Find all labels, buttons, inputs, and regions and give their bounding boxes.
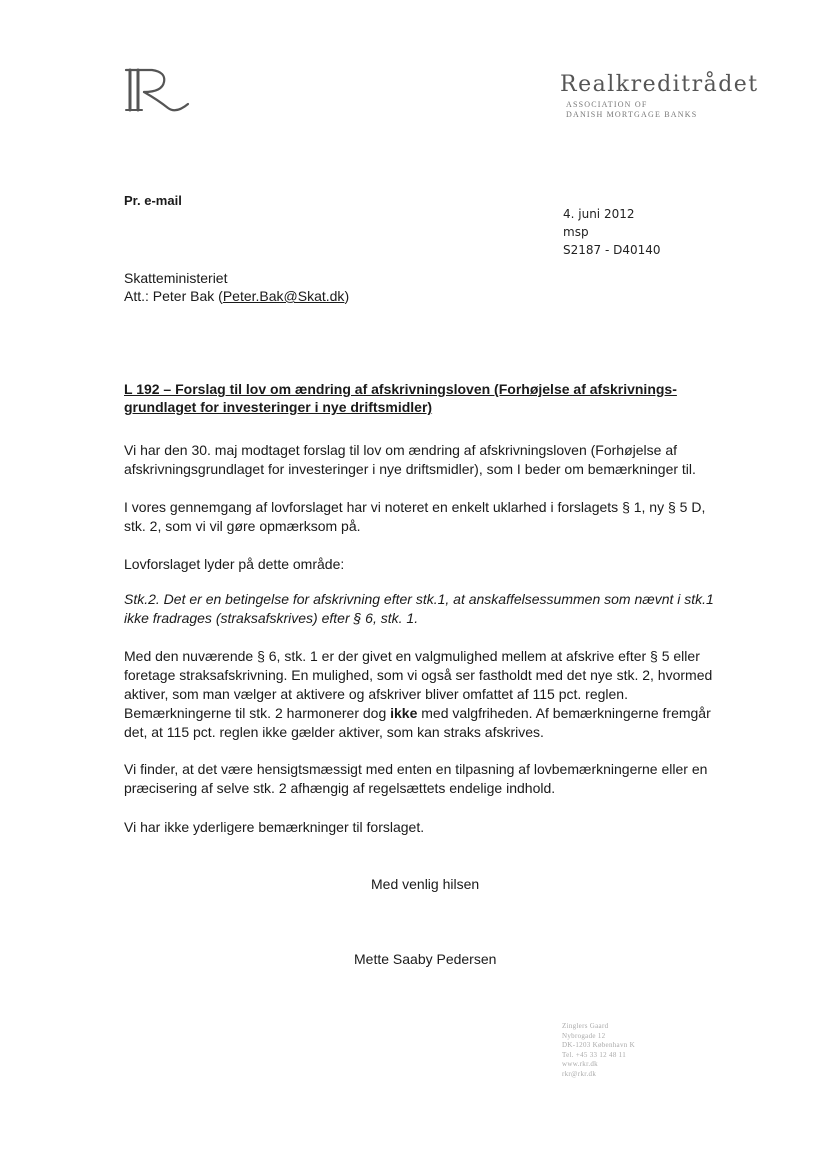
- att-suffix: ): [344, 288, 350, 304]
- analysis-emphasis: ikke: [390, 705, 418, 721]
- analysis-text: med valgfriheden. Af bemærkningerne fremgår det, at 115 pct. reglen ikke gælder aktiver, som kan straks afskrives.: [124, 705, 711, 740]
- letter-subject: [124, 380, 724, 416]
- paragraph-lead-in: Lovforslaget lyder på dette område:: [124, 556, 345, 572]
- rk-monogram-logo-icon: [122, 66, 194, 116]
- footer-line: Zinglers Gaard: [562, 1022, 609, 1030]
- paragraph-intro: Vi har den 30. maj modtaget forslag til lov om ændring af afskrivningsloven (Forhøjelse af afskrivningsgrundlaget for investeringer i nye driftsmidler), som I beder om bemærkninger til.: [124, 442, 696, 477]
- paragraph-recommendation: Vi finder, at det være hensigtsmæssigt med enten en tilpasning af lovbemærkningerne eller en præcisering af selve stk. 2 afhængig af regelsættets endelige indhold.: [124, 761, 708, 796]
- letter-meta: [563, 205, 661, 259]
- delivery-method: Pr. e-mail: [124, 193, 182, 208]
- signer-name: Mette Saaby Pedersen: [354, 951, 497, 967]
- footer-line: Tel. +45 33 12 48 11: [562, 1050, 627, 1059]
- recipient-address: [124, 269, 349, 305]
- subject-line: L 192 – Forslag til lov om ændring af afskrivningsloven (Forhøjelse af afskrivnings-: [124, 381, 677, 397]
- letter-reference: S2187 - D40140: [563, 243, 661, 257]
- brand-subtitle-line: ASSOCIATION OF: [566, 100, 648, 109]
- brand-subtitle-line: DANISH MORTGAGE BANKS: [566, 110, 698, 119]
- analysis-text: Med den nuværende § 6, stk. 1 er der givet en valgmulighed mellem at afskrive efter § 5 eller foretage straksafskrivning. En mulighed, som vi også ser fastholdt med det nye stk. 2, hvormed aktiver, som man vælger at aktivere og afskriver bliver omfattet af 115 pct. reglen. Bemærkningerne til stk. 2 harmonerer dog: [124, 648, 713, 721]
- recipient-email-link[interactable]: Peter.Bak@Skat.dk: [222, 288, 345, 304]
- letter-date: 4. juni 2012: [563, 207, 635, 221]
- recipient-org: Skatteministeriet: [124, 270, 228, 286]
- footer-line: Nybrogade 12: [562, 1031, 606, 1040]
- att-prefix: Att.: Peter Bak (: [124, 288, 223, 304]
- footer-line: www.rkr.dk: [562, 1060, 598, 1068]
- paragraph-closing-note: Vi har ikke yderligere bemærkninger til forslaget.: [124, 819, 425, 835]
- paragraph-analysis: [124, 647, 724, 742]
- footer-address: [562, 1022, 635, 1079]
- paragraph-quote: Stk.2. Det er en betingelse for afskrivning efter stk.1, at anskaffelsessummen som nævnt i stk.1 ikke fradrages (straksafskrives) efter § 6, stk. 1.: [124, 591, 714, 626]
- subject-line: grundlaget for investeringer i nye driftsmidler): [124, 399, 433, 415]
- closing-salutation: Med venlig hilsen: [371, 876, 480, 892]
- paragraph-observation: I vores gennemgang af lovforslaget har vi noteret en enkelt uklarhed i forslagets § 1, ny § 5 D, stk. 2, som vi vil gøre opmærksom på.: [124, 499, 706, 534]
- recipient-att: [124, 287, 349, 305]
- brand-name: Realkreditrådet: [560, 72, 759, 97]
- footer-line: DK-1203 København K: [562, 1041, 635, 1049]
- letter-initials: msp: [563, 225, 589, 239]
- brand-subtitle: [566, 100, 697, 120]
- footer-line: rkr@rkr.dk: [562, 1069, 597, 1078]
